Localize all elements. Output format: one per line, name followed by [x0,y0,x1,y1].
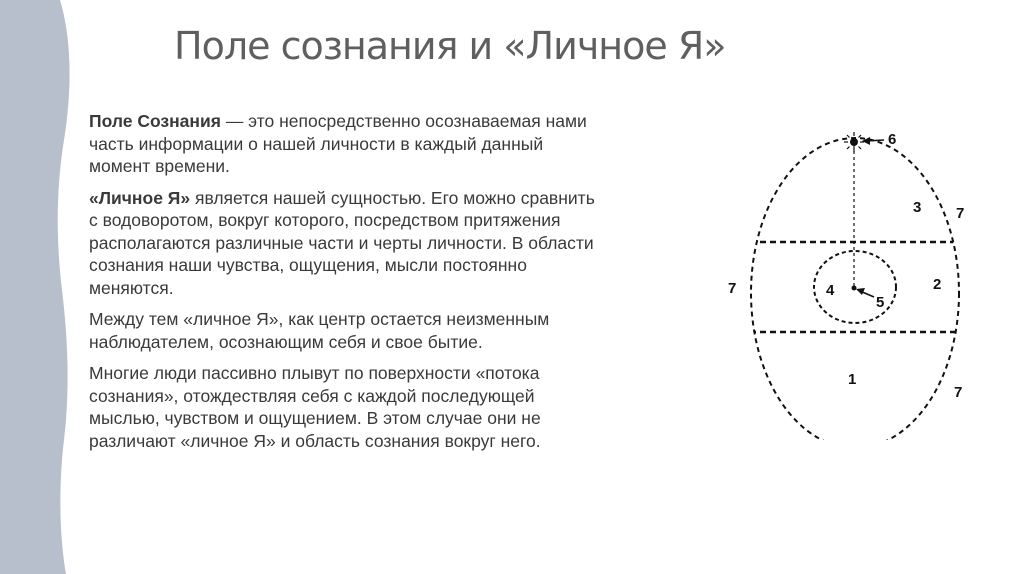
label-2: 2 [933,276,942,293]
term-field-of-consciousness: Поле Сознания [89,111,221,131]
label-7-top: 7 [956,205,965,222]
label-6: 6 [888,131,897,148]
label-4: 4 [826,282,835,299]
paragraph-text: Между тем «личное Я», как центр остается неизменным наблюдателем, осознающим себя и свое бытие. [89,309,550,352]
label-7-left: 7 [728,280,737,297]
text-content [89,110,709,461]
paragraph-observer [89,308,709,353]
top-star-icon [844,132,864,152]
egg-diagram [720,120,980,440]
label-1: 1 [848,371,857,388]
paragraph-text: является нашей сущностью. Его можно сравнить с водоворотом, вокруг которого, посредством притяжения располагаются различные части и черты личности. В области сознания наши чувства, ощущения, мысли постоянно меняются. [89,187,595,298]
label-3: 3 [913,199,922,216]
page-title: Поле сознания и «Личное Я» [174,24,726,68]
paragraph-personal-self [89,187,709,300]
label-7-bottom: 7 [954,384,963,401]
paragraph-text: Многие люди пассивно плывут по поверхности «потока сознания», отождествляя себя с каждой последующей мыслью, чувством и ощущением. В этом случае они не различают «личное Я» и область сознания вокруг него. [89,363,541,451]
arrow-to-center-icon [856,288,874,297]
paragraph-stream [89,362,709,452]
paragraph-text: — это непосредственно осознаваемая нами часть информации о нашей личности в каждый данный момент времени. [89,111,587,176]
center-point [852,286,857,291]
decorative-side-band [0,0,80,574]
term-personal-self: «Личное Я» [89,187,191,208]
paragraph-field-definition [89,110,709,178]
label-5: 5 [876,294,885,311]
